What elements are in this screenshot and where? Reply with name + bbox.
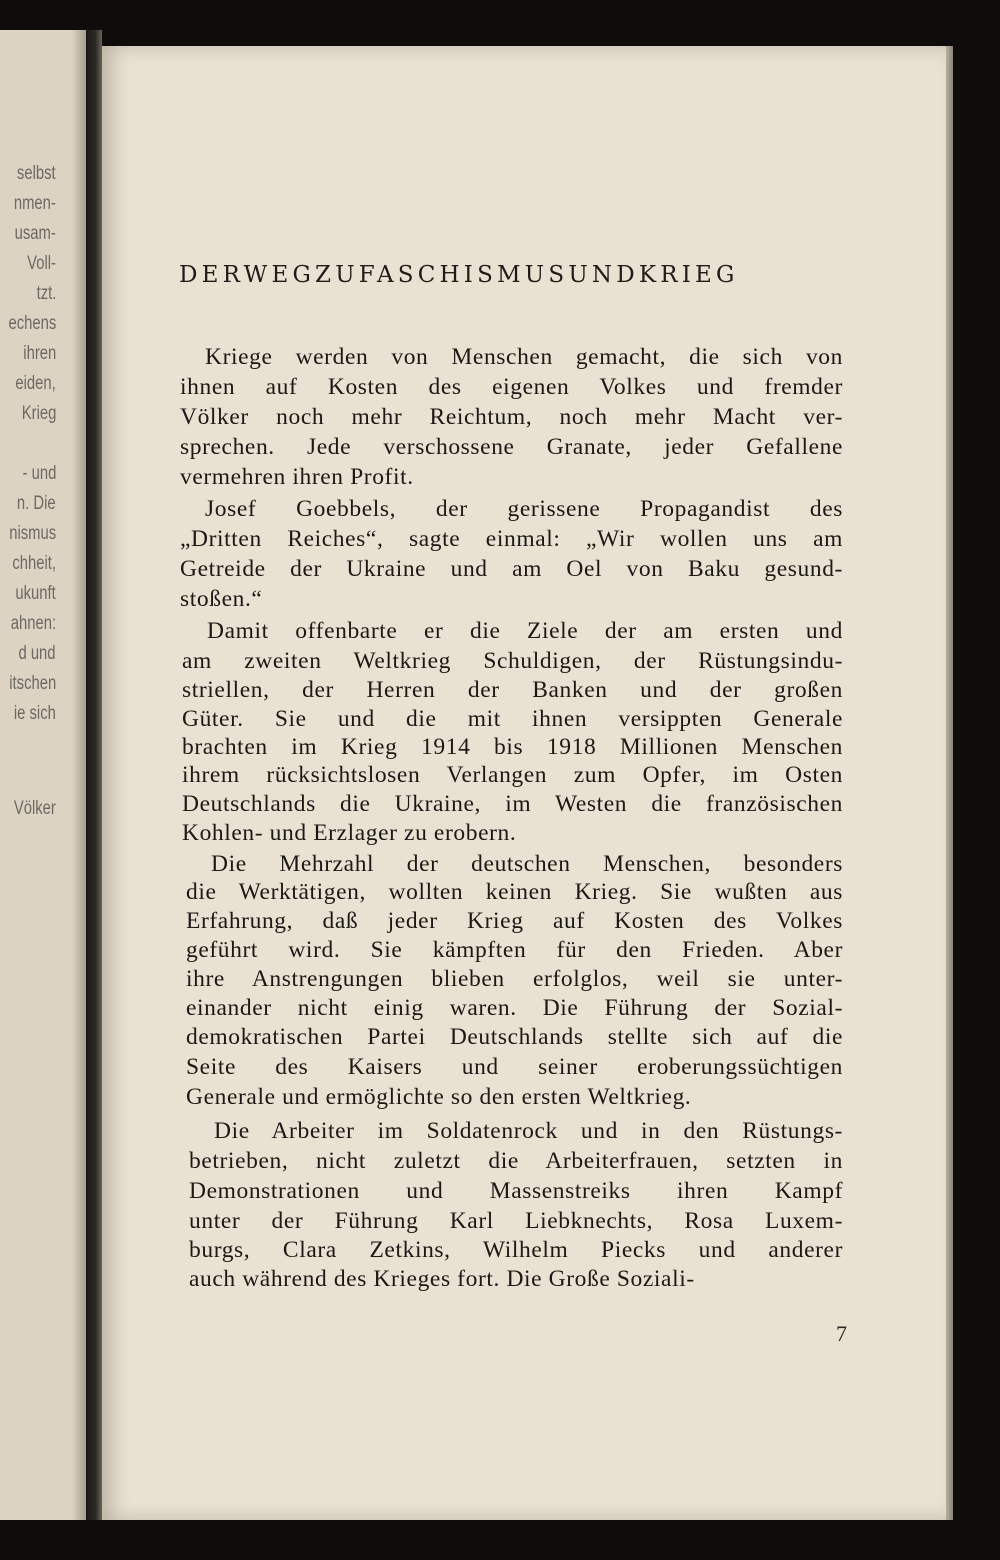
left-page-fragment: chheit, — [12, 553, 56, 574]
body-line: auch während des Krieges fort. Die Große Soziali- — [189, 1266, 695, 1292]
chapter-heading: DERWEGZUFASCHISMUSUNDKRIEG — [179, 262, 739, 288]
left-page-fragment: usam- — [14, 223, 56, 244]
body-line: die Werktätigen, wollten keinen Krieg. Sie wußten aus — [186, 879, 843, 905]
left-page-fragment: Völker — [13, 798, 56, 819]
left-page-fragment: nmen- — [13, 193, 56, 214]
body-line: Damit offenbarte er die Ziele der am ersten und — [207, 618, 843, 644]
body-line: demokratischen Partei Deutschlands stellte sich auf die — [186, 1024, 843, 1050]
left-page-fragment: - und — [22, 463, 56, 484]
body-line: Generale und ermöglichte so den ersten Weltkrieg. — [186, 1084, 692, 1110]
body-line: Deutschlands die Ukraine, im Westen die französischen — [182, 791, 843, 817]
left-page-fragment: nismus — [9, 523, 56, 544]
left-page-fragment: selbst — [17, 163, 56, 184]
body-line: sprechen. Jede verschossene Granate, jeder Gefallene — [180, 434, 843, 460]
body-line: ihnen auf Kosten des eigenen Volkes und fremder — [180, 374, 843, 400]
left-page-fragment: ihren — [23, 343, 56, 364]
body-line: Seite des Kaisers und seiner eroberungssüchtigen — [186, 1054, 843, 1080]
body-line: Erfahrung, daß jeder Krieg auf Kosten des Volkes — [186, 908, 843, 934]
body-line: Die Mehrzahl der deutschen Menschen, besonders — [211, 851, 843, 877]
body-line: unter der Führung Karl Liebknechts, Rosa Luxem- — [189, 1208, 843, 1234]
left-page-fragment: eiden, — [15, 373, 56, 394]
body-line: Getreide der Ukraine und am Oel von Baku gesund- — [180, 556, 843, 582]
left-page-fragment: d und — [18, 643, 56, 664]
body-line: stoßen.“ — [180, 586, 263, 612]
body-line: Josef Goebbels, der gerissene Propagandist des — [205, 496, 843, 522]
body-line: striellen, der Herren der Banken und der großen — [182, 677, 843, 703]
body-line: Völker noch mehr Reichtum, noch mehr Macht ver- — [180, 404, 843, 430]
body-line: Kohlen- und Erzlager zu erobern. — [182, 820, 517, 846]
page-number: 7 — [836, 1321, 847, 1346]
left-page-fragment: ie sich — [13, 703, 56, 724]
body-line: „Dritten Reiches“, sagte einmal: „Wir wollen uns am — [180, 526, 843, 552]
left-page-fragment: ukunft — [15, 583, 56, 604]
left-page-fragment: ahnen: — [10, 613, 56, 634]
left-page-fragment: itschen — [9, 673, 56, 694]
body-line: ihrem rücksichtslosen Verlangen zum Opfer, im Osten — [182, 762, 843, 788]
left-page-fragment: tzt. — [36, 283, 56, 304]
book-gutter — [86, 30, 102, 1520]
left-page-fragment: echens — [8, 313, 56, 334]
body-line: Die Arbeiter im Soldatenrock und in den Rüstungs- — [214, 1118, 843, 1144]
body-line: burgs, Clara Zetkins, Wilhelm Piecks und anderer — [189, 1237, 843, 1263]
left-page-fragment: n. Die — [17, 493, 56, 514]
body-line: betrieben, nicht zuletzt die Arbeiterfrauen, setzten in — [189, 1148, 843, 1174]
body-line: Güter. Sie und die mit ihnen versippten Generale — [182, 706, 843, 732]
body-line: Demonstrationen und Massenstreiks ihren Kampf — [189, 1178, 843, 1204]
body-line: vermehren ihren Profit. — [180, 464, 414, 490]
body-line: geführt wird. Sie kämpften für den Frieden. Aber — [186, 937, 843, 963]
left-page-fragment: Voll- — [27, 253, 56, 274]
left-page — [0, 30, 86, 1520]
body-line: einander nicht einig waren. Die Führung der Sozial- — [186, 995, 843, 1021]
left-page-fragment: Krieg — [21, 403, 56, 424]
body-line: Kriege werden von Menschen gemacht, die sich von — [205, 344, 843, 370]
page-edge — [946, 46, 953, 1520]
body-line: ihre Anstrengungen blieben erfolglos, weil sie unter- — [186, 966, 843, 992]
body-line: brachten im Krieg 1914 bis 1918 Millionen Menschen — [182, 734, 843, 760]
body-line: am zweiten Weltkrieg Schuldigen, der Rüstungsindu- — [182, 648, 843, 674]
